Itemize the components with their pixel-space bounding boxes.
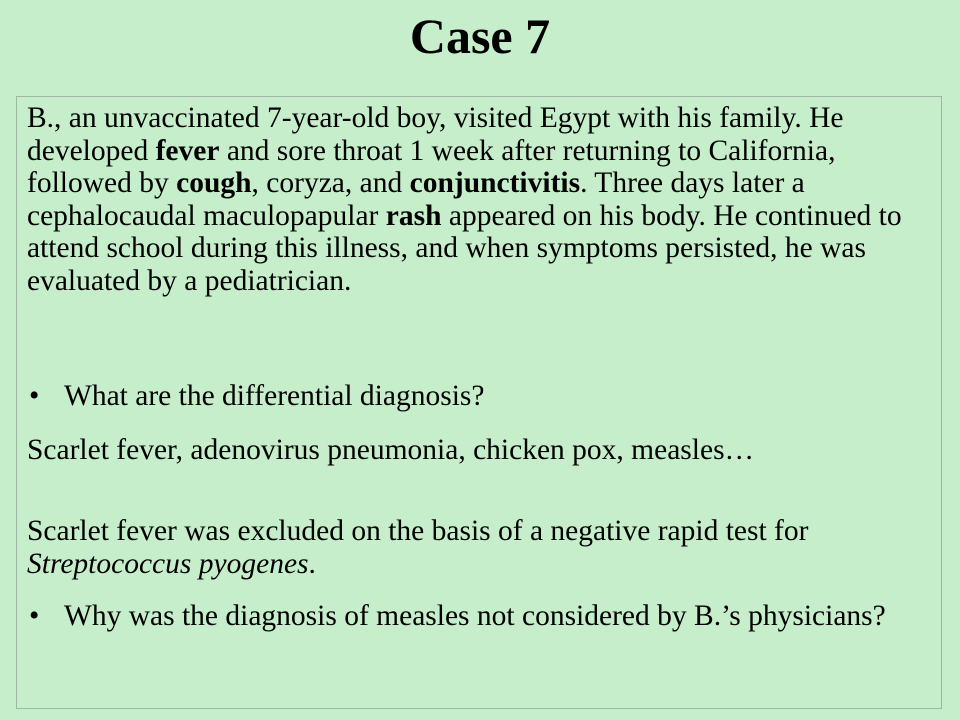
bullet-icon: • (29, 380, 40, 412)
case-text-5: appeared on his body. He continued to attend school during this illness, and when symptoms persisted, he was evaluated by a pediatrician. (27, 199, 902, 297)
question-differential-text: What are the differential diagnosis? (64, 380, 485, 412)
bullet-icon: • (29, 600, 40, 632)
answer-exclusion-end: . (308, 547, 316, 580)
answer-exclusion (27, 515, 932, 580)
answer-exclusion-text: Scarlet fever was excluded on the basis of a negative rapid test for (27, 515, 809, 547)
case-text-2: and sore throat 1 week after returning to California, followed by (27, 134, 836, 199)
keyword-fever: fever (155, 134, 220, 167)
case-text-3: , coryza, and (251, 167, 410, 199)
case-text-4: . Three days later a cephalocaudal maculopapular (27, 167, 805, 232)
keyword-cough: cough (176, 167, 252, 199)
question-measles-text: Why was the diagnosis of measles not considered by B.’s physicians? (64, 600, 886, 632)
case-description (27, 102, 932, 297)
keyword-rash: rash (385, 199, 442, 232)
question-differential (27, 380, 932, 413)
answer-differential: Scarlet fever, adenovirus pneumonia, chicken pox, measles… (27, 434, 755, 466)
species-name: Streptococcus pyogenes (27, 547, 309, 580)
case-content-box (16, 96, 942, 709)
slide-title: Case 7 (409, 8, 551, 64)
case-text-1: B., an unvaccinated 7-year-old boy, visited Egypt with his family. He developed (27, 102, 844, 167)
question-measles (27, 600, 932, 633)
keyword-conjunctivitis: conjunctivitis (409, 167, 581, 199)
